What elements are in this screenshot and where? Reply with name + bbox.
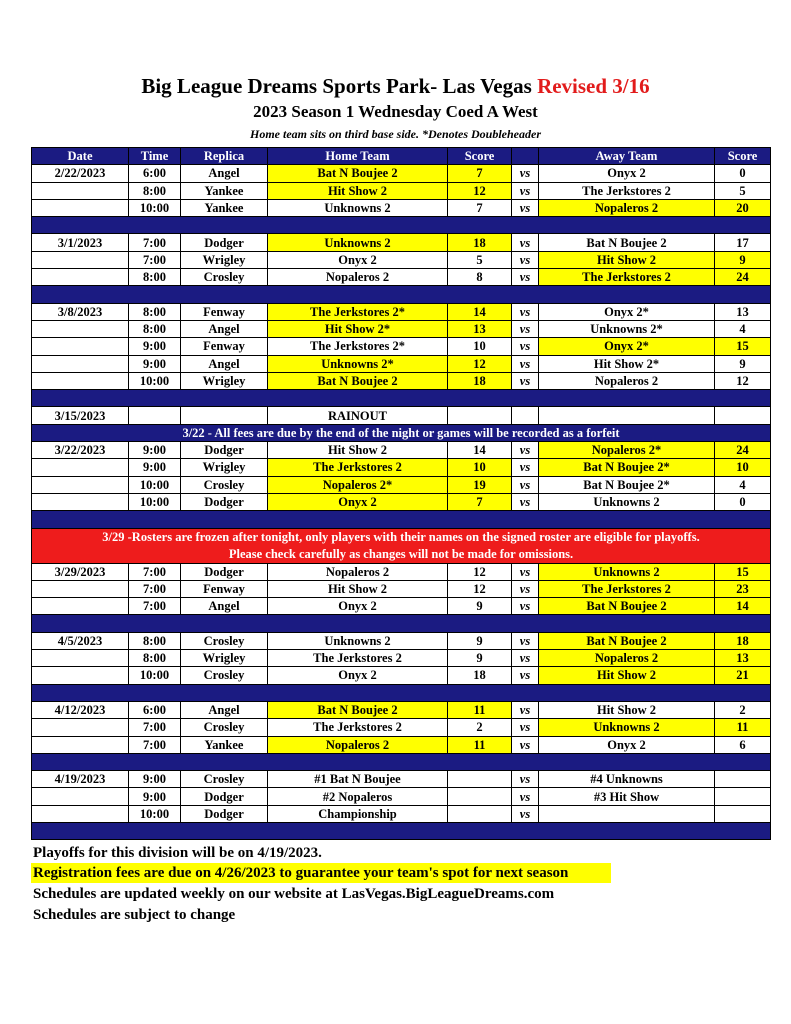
vs-cell: vs (512, 701, 539, 718)
home-team-cell: #2 Nopaleros (268, 788, 448, 805)
table-row (32, 234, 771, 251)
replica-cell: Dodger (181, 563, 268, 580)
away-score-cell: 13 (715, 303, 771, 320)
date-cell (32, 736, 129, 753)
home-score-cell: 9 (448, 598, 512, 615)
vs-cell: vs (512, 182, 539, 199)
time-cell: 7:00 (129, 598, 181, 615)
time-cell: 8:00 (129, 650, 181, 667)
home-team-cell: Nopaleros 2* (268, 476, 448, 493)
change-note: Schedules are subject to change (33, 907, 236, 923)
vs-cell: vs (512, 805, 539, 822)
replica-cell: Crosley (181, 632, 268, 649)
vs-cell (512, 407, 539, 424)
away-team-cell: Hit Show 2 (539, 251, 715, 268)
away-team-cell: Unknowns 2 (539, 563, 715, 580)
replica-cell: Yankee (181, 182, 268, 199)
date-cell (32, 355, 129, 372)
away-team-cell: Bat N Boujee 2 (539, 598, 715, 615)
date-cell: 3/8/2023 (32, 303, 129, 320)
time-cell: 9:00 (129, 459, 181, 476)
date-cell: 3/15/2023 (32, 407, 129, 424)
home-score-cell: 11 (448, 736, 512, 753)
replica-cell: Dodger (181, 234, 268, 251)
home-score-cell: 12 (448, 182, 512, 199)
time-cell: 10:00 (129, 667, 181, 684)
away-team-cell: Onyx 2* (539, 338, 715, 355)
away-team-cell: Bat N Boujee 2* (539, 476, 715, 493)
vs-cell: vs (512, 459, 539, 476)
away-team-cell: Bat N Boujee 2 (539, 234, 715, 251)
home-score-cell (448, 771, 512, 788)
replica-cell: Wrigley (181, 372, 268, 389)
home-score-cell: 8 (448, 269, 512, 286)
home-team-cell: Onyx 2 (268, 251, 448, 268)
home-score-cell: 7 (448, 493, 512, 510)
home-team-cell: #1 Bat N Boujee (268, 771, 448, 788)
separator-cell (32, 822, 771, 839)
home-team-cell: RAINOUT (268, 407, 448, 424)
away-team-cell: Onyx 2* (539, 303, 715, 320)
registration-note: Registration fees are due on 4/26/2023 to guarantee your team's spot for next season (31, 863, 611, 883)
table-row (32, 632, 771, 649)
away-score-cell: 5 (715, 182, 771, 199)
vs-cell: vs (512, 771, 539, 788)
time-cell: 7:00 (129, 563, 181, 580)
home-team-cell: The Jerkstores 2* (268, 303, 448, 320)
fees-notice-row (32, 424, 771, 441)
week-separator (32, 511, 771, 528)
away-score-cell: 15 (715, 563, 771, 580)
date-cell: 3/22/2023 (32, 442, 129, 459)
time-cell: 7:00 (129, 251, 181, 268)
week-separator (32, 684, 771, 701)
roster-notice-line2: Please check carefully as changes will not be made for omissions. (228, 546, 574, 561)
week-separator (32, 615, 771, 632)
schedule-body (32, 165, 771, 840)
separator-cell (32, 511, 771, 528)
table-row (32, 199, 771, 216)
vs-cell: vs (512, 788, 539, 805)
away-team-cell (539, 407, 715, 424)
home-team-cell: Hit Show 2 (268, 580, 448, 597)
away-team-cell: Hit Show 2* (539, 355, 715, 372)
away-score-cell: 6 (715, 736, 771, 753)
vs-cell: vs (512, 650, 539, 667)
home-score-cell (448, 788, 512, 805)
col-header-replica: Replica (181, 148, 268, 165)
playoffs-note: Playoffs for this division will be on 4/19/2023. (33, 845, 322, 861)
home-team-cell: Unknowns 2 (268, 632, 448, 649)
home-score-cell: 13 (448, 320, 512, 337)
home-score-cell: 9 (448, 632, 512, 649)
date-cell (32, 580, 129, 597)
time-cell: 9:00 (129, 771, 181, 788)
home-score-cell: 9 (448, 650, 512, 667)
replica-cell: Crosley (181, 719, 268, 736)
vs-cell: vs (512, 736, 539, 753)
vs-cell: vs (512, 372, 539, 389)
away-score-cell: 9 (715, 355, 771, 372)
replica-cell: Fenway (181, 580, 268, 597)
home-team-cell: Unknowns 2 (268, 234, 448, 251)
table-row (32, 736, 771, 753)
separator-cell (32, 286, 771, 303)
away-team-cell: Nopaleros 2* (539, 442, 715, 459)
away-team-cell: Nopaleros 2 (539, 199, 715, 216)
replica-cell: Wrigley (181, 459, 268, 476)
revised-label: Revised 3/16 (537, 74, 650, 98)
home-score-cell: 12 (448, 355, 512, 372)
home-team-cell: Unknowns 2* (268, 355, 448, 372)
away-score-cell: 0 (715, 165, 771, 182)
away-team-cell: The Jerkstores 2 (539, 269, 715, 286)
website-note: Schedules are updated weekly on our website at LasVegas.BigLeagueDreams.com (33, 886, 555, 902)
away-team-cell: Hit Show 2 (539, 667, 715, 684)
away-team-cell: #4 Unknowns (539, 771, 715, 788)
table-row (32, 788, 771, 805)
away-score-cell: 24 (715, 442, 771, 459)
home-team-cell: Championship (268, 805, 448, 822)
replica-cell: Crosley (181, 771, 268, 788)
away-score-cell: 13 (715, 650, 771, 667)
away-score-cell (715, 788, 771, 805)
separator-cell (32, 390, 771, 407)
home-team-cell: The Jerkstores 2* (268, 338, 448, 355)
table-header-row (32, 148, 771, 165)
roster-notice-line1: 3/29 -Rosters are frozen after tonight, only players with their names on the signed roster are eligible for playoffs. (102, 529, 700, 544)
away-team-cell: The Jerkstores 2 (539, 580, 715, 597)
away-score-cell: 2 (715, 701, 771, 718)
date-cell: 4/19/2023 (32, 771, 129, 788)
home-team-cell: Bat N Boujee 2 (268, 701, 448, 718)
time-cell: 7:00 (129, 719, 181, 736)
vs-cell: vs (512, 476, 539, 493)
table-row (32, 771, 771, 788)
away-score-cell (715, 407, 771, 424)
away-team-cell: Bat N Boujee 2 (539, 632, 715, 649)
vs-cell: vs (512, 234, 539, 251)
home-team-cell: Hit Show 2 (268, 442, 448, 459)
replica-cell: Crosley (181, 476, 268, 493)
separator-cell (32, 217, 771, 234)
home-team-cell: The Jerkstores 2 (268, 459, 448, 476)
time-cell: 6:00 (129, 165, 181, 182)
date-cell: 3/29/2023 (32, 563, 129, 580)
home-score-cell: 10 (448, 338, 512, 355)
replica-cell: Fenway (181, 303, 268, 320)
away-score-cell: 4 (715, 320, 771, 337)
away-score-cell: 14 (715, 598, 771, 615)
away-team-cell: Onyx 2 (539, 736, 715, 753)
replica-cell: Dodger (181, 805, 268, 822)
away-team-cell (539, 805, 715, 822)
vs-cell: vs (512, 598, 539, 615)
table-row (32, 805, 771, 822)
replica-cell: Angel (181, 598, 268, 615)
home-score-cell (448, 407, 512, 424)
home-team-cell: Hit Show 2* (268, 320, 448, 337)
date-cell (32, 667, 129, 684)
table-row (32, 580, 771, 597)
away-score-cell: 23 (715, 580, 771, 597)
vs-cell: vs (512, 303, 539, 320)
replica-cell: Wrigley (181, 650, 268, 667)
home-score-cell: 18 (448, 667, 512, 684)
home-score-cell: 7 (448, 165, 512, 182)
away-score-cell: 9 (715, 251, 771, 268)
away-team-cell: Hit Show 2 (539, 701, 715, 718)
time-cell: 10:00 (129, 476, 181, 493)
time-cell: 8:00 (129, 632, 181, 649)
col-header-away-score: Score (715, 148, 771, 165)
home-team-cell: Unknowns 2 (268, 199, 448, 216)
home-score-cell: 11 (448, 701, 512, 718)
roster-notice (32, 528, 771, 563)
home-team-cell: Hit Show 2 (268, 182, 448, 199)
replica-cell: Crosley (181, 667, 268, 684)
home-score-cell: 10 (448, 459, 512, 476)
away-score-cell: 21 (715, 667, 771, 684)
date-cell (32, 650, 129, 667)
away-team-cell: Nopaleros 2 (539, 650, 715, 667)
time-cell: 9:00 (129, 338, 181, 355)
table-row (32, 251, 771, 268)
time-cell: 9:00 (129, 355, 181, 372)
home-team-cell: Onyx 2 (268, 598, 448, 615)
table-row (32, 459, 771, 476)
replica-cell: Yankee (181, 199, 268, 216)
time-cell: 10:00 (129, 805, 181, 822)
date-cell (32, 476, 129, 493)
home-score-cell: 14 (448, 303, 512, 320)
date-cell (32, 320, 129, 337)
week-separator (32, 286, 771, 303)
page-title (0, 72, 791, 100)
table-row (32, 650, 771, 667)
table-row (32, 667, 771, 684)
home-score-cell: 2 (448, 719, 512, 736)
away-team-cell: Unknowns 2 (539, 493, 715, 510)
away-score-cell: 0 (715, 493, 771, 510)
vs-cell: vs (512, 199, 539, 216)
table-row (32, 269, 771, 286)
separator-cell (32, 684, 771, 701)
home-score-cell (448, 805, 512, 822)
home-score-cell: 14 (448, 442, 512, 459)
home-team-cell: Nopaleros 2 (268, 563, 448, 580)
time-cell: 10:00 (129, 493, 181, 510)
table-row (32, 165, 771, 182)
col-header-home-team: Home Team (268, 148, 448, 165)
vs-cell: vs (512, 251, 539, 268)
date-cell: 4/5/2023 (32, 632, 129, 649)
away-score-cell: 10 (715, 459, 771, 476)
week-separator (32, 753, 771, 770)
table-row (32, 320, 771, 337)
away-team-cell: Nopaleros 2 (539, 372, 715, 389)
table-row (32, 338, 771, 355)
replica-cell: Dodger (181, 493, 268, 510)
vs-cell: vs (512, 667, 539, 684)
time-cell: 8:00 (129, 182, 181, 199)
table-row (32, 303, 771, 320)
away-score-cell (715, 771, 771, 788)
replica-cell: Angel (181, 320, 268, 337)
time-cell: 8:00 (129, 269, 181, 286)
home-team-cell: Bat N Boujee 2 (268, 165, 448, 182)
vs-cell: vs (512, 493, 539, 510)
replica-cell: Yankee (181, 736, 268, 753)
home-team-cell: Nopaleros 2 (268, 269, 448, 286)
date-cell (32, 251, 129, 268)
home-team-cell: The Jerkstores 2 (268, 719, 448, 736)
away-score-cell: 20 (715, 199, 771, 216)
table-row (32, 701, 771, 718)
date-cell (32, 338, 129, 355)
time-cell: 8:00 (129, 320, 181, 337)
home-team-cell: The Jerkstores 2 (268, 650, 448, 667)
time-cell: 9:00 (129, 788, 181, 805)
home-score-cell: 19 (448, 476, 512, 493)
away-team-cell: The Jerkstores 2 (539, 182, 715, 199)
vs-cell: vs (512, 632, 539, 649)
table-row (32, 493, 771, 510)
replica-cell: Angel (181, 355, 268, 372)
away-score-cell: 24 (715, 269, 771, 286)
home-score-cell: 5 (448, 251, 512, 268)
vs-cell: vs (512, 338, 539, 355)
replica-cell: Dodger (181, 442, 268, 459)
time-cell: 6:00 (129, 701, 181, 718)
table-row (32, 407, 771, 424)
home-team-cell: Onyx 2 (268, 493, 448, 510)
date-cell (32, 598, 129, 615)
away-team-cell: Unknowns 2* (539, 320, 715, 337)
time-cell: 7:00 (129, 580, 181, 597)
week-separator (32, 822, 771, 839)
away-team-cell: Onyx 2 (539, 165, 715, 182)
date-cell (32, 805, 129, 822)
table-row (32, 719, 771, 736)
home-score-cell: 18 (448, 234, 512, 251)
away-team-cell: #3 Hit Show (539, 788, 715, 805)
away-score-cell (715, 805, 771, 822)
replica-cell: Fenway (181, 338, 268, 355)
week-separator (32, 217, 771, 234)
away-score-cell: 4 (715, 476, 771, 493)
replica-cell: Angel (181, 165, 268, 182)
vs-cell: vs (512, 355, 539, 372)
vs-cell: vs (512, 442, 539, 459)
date-cell: 2/22/2023 (32, 165, 129, 182)
home-score-cell: 12 (448, 563, 512, 580)
vs-cell: vs (512, 165, 539, 182)
date-cell (32, 459, 129, 476)
col-header-time: Time (129, 148, 181, 165)
date-cell (32, 182, 129, 199)
week-separator (32, 390, 771, 407)
roster-notice-row (32, 528, 771, 563)
time-cell: 8:00 (129, 303, 181, 320)
table-row (32, 372, 771, 389)
table-row (32, 442, 771, 459)
away-score-cell: 18 (715, 632, 771, 649)
replica-cell: Angel (181, 701, 268, 718)
fees-notice: 3/22 - All fees are due by the end of the night or games will be recorded as a forfeit (32, 424, 771, 441)
replica-cell: Wrigley (181, 251, 268, 268)
home-score-cell: 7 (448, 199, 512, 216)
replica-cell: Crosley (181, 269, 268, 286)
vs-cell: vs (512, 269, 539, 286)
replica-cell (181, 407, 268, 424)
table-row (32, 182, 771, 199)
home-score-cell: 12 (448, 580, 512, 597)
home-team-note: Home team sits on third base side. *Denotes Doubleheader (250, 127, 541, 141)
date-cell: 3/1/2023 (32, 234, 129, 251)
vs-cell: vs (512, 320, 539, 337)
time-cell: 7:00 (129, 234, 181, 251)
date-cell (32, 788, 129, 805)
date-cell (32, 269, 129, 286)
time-cell: 9:00 (129, 442, 181, 459)
home-team-cell: Bat N Boujee 2 (268, 372, 448, 389)
vs-cell: vs (512, 580, 539, 597)
home-team-cell: Nopaleros 2 (268, 736, 448, 753)
col-header-home-score: Score (448, 148, 512, 165)
col-header-vs (512, 148, 539, 165)
home-score-cell: 18 (448, 372, 512, 389)
home-team-cell: Onyx 2 (268, 667, 448, 684)
separator-cell (32, 615, 771, 632)
date-cell (32, 372, 129, 389)
away-score-cell: 15 (715, 338, 771, 355)
date-cell (32, 719, 129, 736)
title-text: Big League Dreams Sports Park- Las Vegas (141, 74, 532, 98)
away-team-cell: Bat N Boujee 2* (539, 459, 715, 476)
vs-cell: vs (512, 719, 539, 736)
col-header-date: Date (32, 148, 129, 165)
table-row (32, 563, 771, 580)
table-row (32, 355, 771, 372)
season-subtitle: 2023 Season 1 Wednesday Coed A West (253, 102, 538, 121)
away-score-cell: 17 (715, 234, 771, 251)
time-cell (129, 407, 181, 424)
time-cell: 10:00 (129, 199, 181, 216)
vs-cell: vs (512, 563, 539, 580)
away-score-cell: 11 (715, 719, 771, 736)
replica-cell: Dodger (181, 788, 268, 805)
table-row (32, 598, 771, 615)
time-cell: 10:00 (129, 372, 181, 389)
date-cell (32, 493, 129, 510)
away-score-cell: 12 (715, 372, 771, 389)
date-cell (32, 199, 129, 216)
time-cell: 7:00 (129, 736, 181, 753)
date-cell: 4/12/2023 (32, 701, 129, 718)
separator-cell (32, 753, 771, 770)
schedule-table (31, 147, 771, 840)
away-team-cell: Unknowns 2 (539, 719, 715, 736)
table-row (32, 476, 771, 493)
col-header-away-team: Away Team (539, 148, 715, 165)
